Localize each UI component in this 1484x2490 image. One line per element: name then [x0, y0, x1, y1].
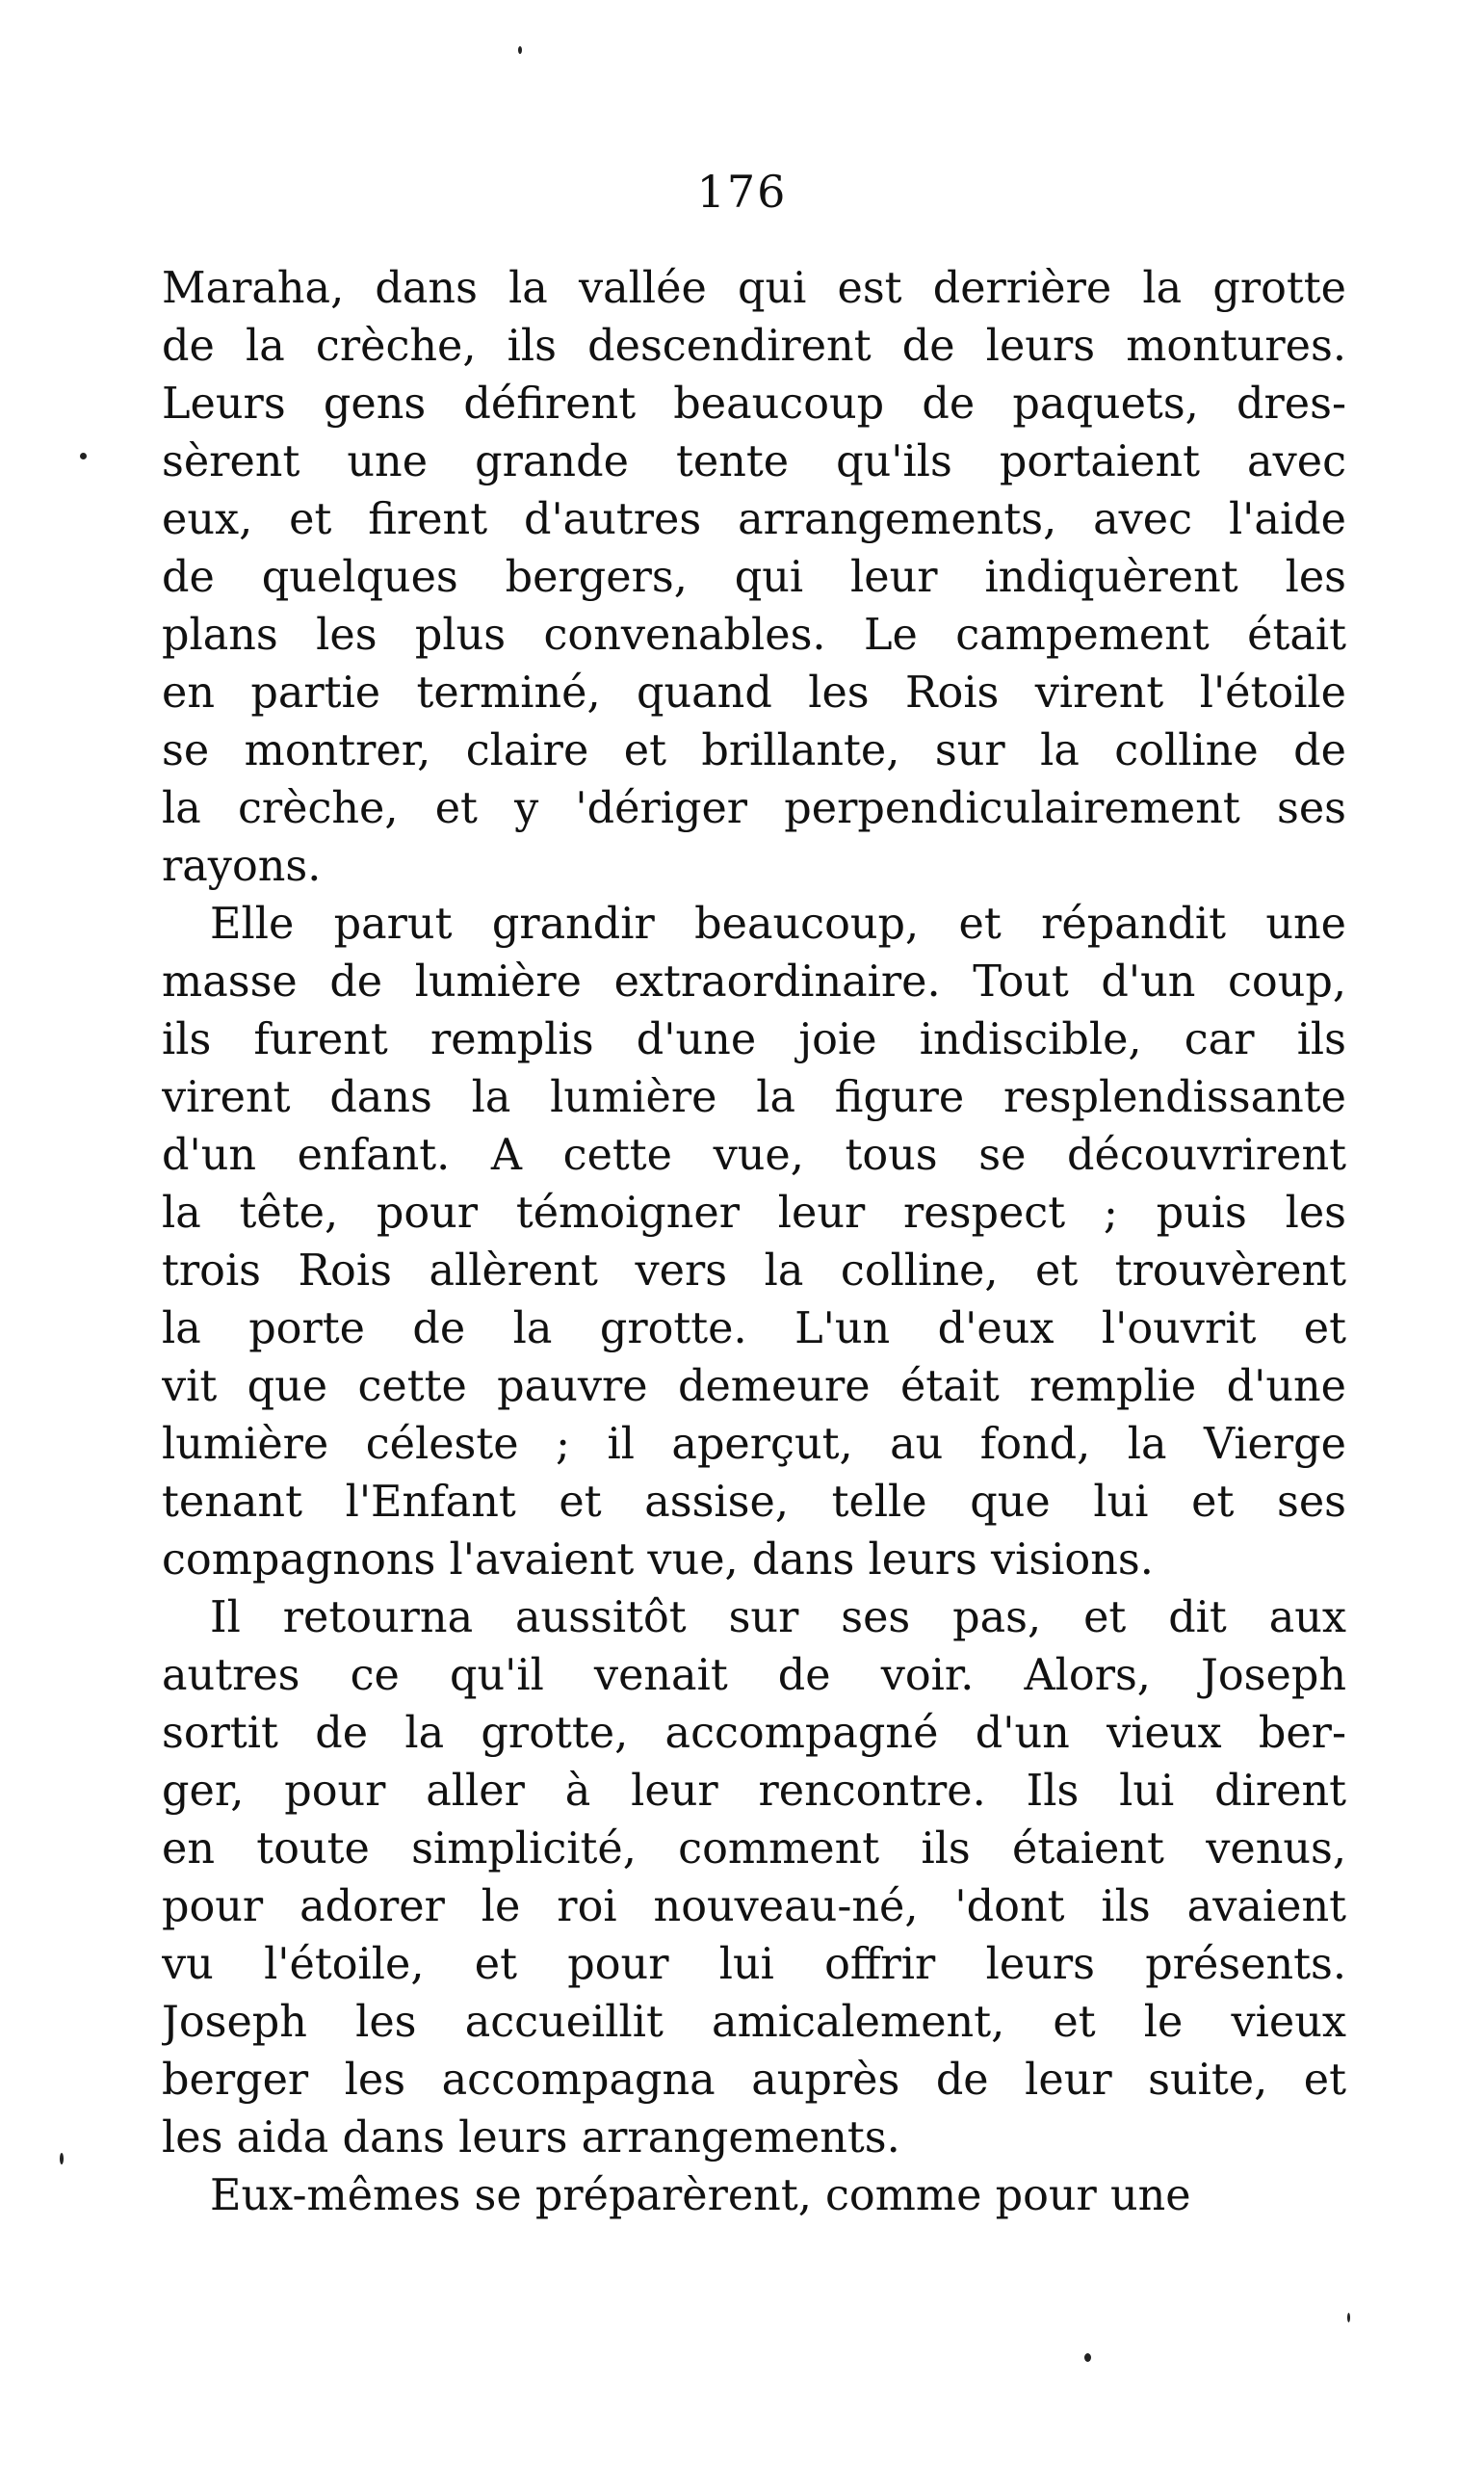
text-line: de la crèche, ils descendirent de leurs montures. — [162, 322, 1346, 371]
text-line: ger, pour aller à leur rencontre. Ils lui dirent — [162, 1767, 1346, 1816]
text-line: masse de lumière extraordinaire. Tout d'un coup, — [162, 957, 1346, 1007]
text-line: Maraha, dans la vallée qui est derrière la grotte — [162, 264, 1346, 313]
text-line: la porte de la grotte. L'un d'eux l'ouvrit et — [162, 1304, 1346, 1353]
text-line: lumière céleste ; il aperçut, au fond, la Vierge — [162, 1420, 1346, 1469]
scan-speck — [60, 2153, 64, 2164]
scan-speck — [518, 46, 522, 54]
text-line: rayons. — [162, 842, 322, 891]
text-line: Joseph les accueillit amicalement, et le vieux — [162, 1998, 1346, 2047]
text-line: les aida dans leurs arrangements. — [162, 2113, 900, 2162]
text-line: virent dans la lumière la figure resplendissante — [162, 1073, 1346, 1122]
scan-speck — [80, 453, 87, 459]
text-line: la crèche, et y 'dériger perpendiculairement ses — [162, 784, 1346, 833]
text-line: se montrer, claire et brillante, sur la colline de — [162, 726, 1346, 775]
text-line: pour adorer le roi nouveau-né, 'dont ils avaient — [162, 1882, 1346, 1931]
text-line: eux, et firent d'autres arrangements, avec l'aide — [162, 495, 1346, 544]
text-line: de quelques bergers, qui leur indiquèrent les — [162, 553, 1346, 602]
page-number: 176 — [696, 166, 788, 218]
text-line: trois Rois allèrent vers la colline, et trouvèrent — [162, 1246, 1346, 1296]
text-line: plans les plus convenables. Le campement était — [162, 611, 1346, 660]
text-line: Elle parut grandir beaucoup, et répandit une — [210, 900, 1346, 949]
text-line: ils furent remplis d'une joie indiscible, car ils — [162, 1015, 1346, 1064]
text-line: berger les accompagna auprès de leur suite, et — [162, 2056, 1346, 2105]
paragraph — [162, 896, 1346, 1589]
text-line: vit que cette pauvre demeure était remplie d'une — [162, 1362, 1346, 1411]
text-line: Leurs gens défirent beaucoup de paquets, dres- — [162, 380, 1346, 429]
text-line: Eux-mêmes se préparèrent, comme pour une — [210, 2171, 1191, 2220]
scan-speck — [1084, 2353, 1091, 2362]
text-line: sortit de la grotte, accompagné d'un vieux ber- — [162, 1709, 1346, 1758]
paragraph — [162, 2167, 1346, 2225]
text-line: sèrent une grande tente qu'ils portaient avec — [162, 437, 1346, 486]
text-line: la tête, pour témoigner leur respect ; puis les — [162, 1189, 1346, 1238]
paragraph — [162, 260, 1346, 896]
text-line: en toute simplicité, comment ils étaient venus, — [162, 1824, 1346, 1874]
paragraph — [162, 1589, 1346, 2167]
text-line: d'un enfant. A cette vue, tous se découvrirent — [162, 1131, 1346, 1180]
text-line: Il retourna aussitôt sur ses pas, et dit aux — [210, 1593, 1346, 1642]
body-text — [162, 260, 1346, 2225]
text-line: autres ce qu'il venait de voir. Alors, Joseph — [162, 1651, 1346, 1700]
text-line: vu l'étoile, et pour lui offrir leurs présents. — [162, 1940, 1346, 1989]
scan-speck — [1347, 2313, 1350, 2322]
text-line: compagnons l'avaient vue, dans leurs visions. — [162, 1535, 1154, 1585]
text-line: en partie terminé, quand les Rois virent l'étoile — [162, 668, 1346, 718]
text-line: tenant l'Enfant et assise, telle que lui et ses — [162, 1478, 1346, 1527]
